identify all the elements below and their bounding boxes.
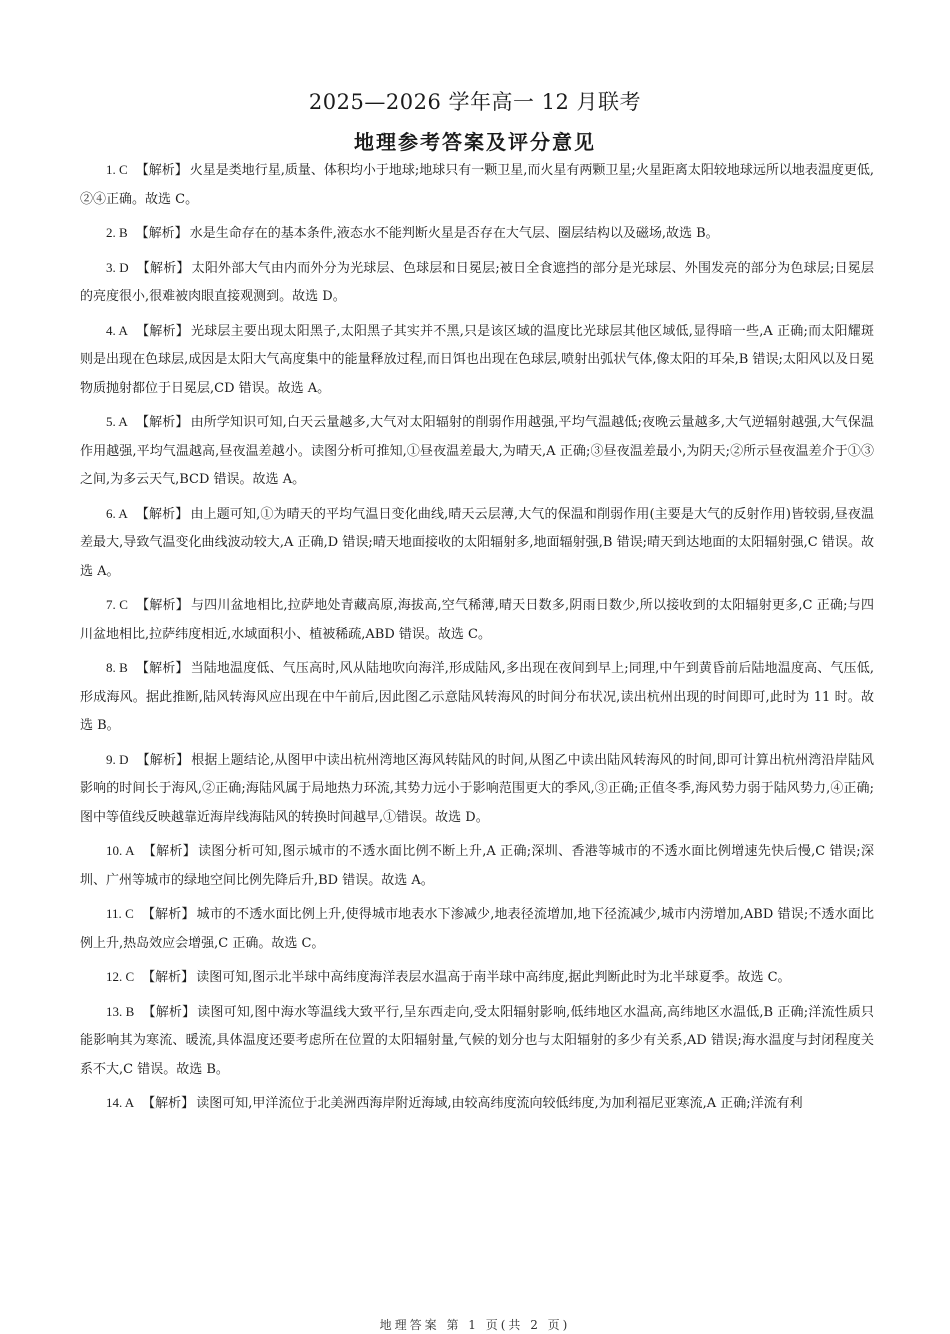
analysis-text: 光球层主要出现太阳黑子,太阳黑子其实并不黑,只是该区域的温度比光球层其他区域低,显得暗一些,A 正确;而太阳耀斑则是出现在色球层,成因是太阳大气高度集中的能量释放过程,而日饵也出现在色球层,喷射出弧状气体,像太阳的耳朵,B 错误;太阳风以及日冕物质抛射都位于日冕层,CD 错误。故选 A。 [80, 323, 874, 396]
answer-item [80, 746, 874, 833]
answer-number: 6. A [106, 505, 128, 521]
analysis-text: 根据上题结论,从图甲中读出杭州湾地区海风转陆风的时间,从图乙中读出陆风转海风的时间,即可计算出杭州湾沿岸陆风影响的时间长于海风,②正确;海陆风属于局地热力环流,其势力远小于影响范围更大的季风,③正确;正值冬季,海风势力弱于陆风势力,④正确;图中等值线反映越靠近海岸线海陆风的转换时间越早,①错误。故选 D。 [80, 752, 874, 825]
page-footer: 地理答案 第 1 页(共 2 页) [379, 1318, 571, 1332]
answer-item [80, 591, 874, 649]
answer-number: 13. B [106, 1003, 135, 1019]
analysis-text: 水是生命存在的基本条件,液态水不能判断火星是否存在大气层、圈层结构以及磁场,故选 B。 [189, 226, 719, 241]
answer-item [80, 219, 874, 249]
answer-number: 5. A [106, 414, 128, 429]
analysis-tag: 【解析】 [142, 970, 195, 985]
answer-item [80, 998, 874, 1085]
answer-number: 7. C [106, 597, 128, 612]
analysis-tag: 【解析】 [135, 506, 189, 522]
analysis-text: 读图可知,图中海水等温线大致平行,呈东西走向,受太阳辐射影响,低纬地区水温高,高纬地区水温低,B 正确;洋流性质只能影响其为寒流、暖流,具体温度还要考虑所在位置的太阳辐射量,气候的划分也与太阳辐射的多少有关系,AD 错误;海水温度与封闭程度关系不大,C 错误。故选 B。 [80, 1004, 874, 1077]
analysis-text: 太阳外部大气由内而外分为光球层、色球层和日冕层;被日全食遮挡的部分是光球层、外围发亮的部分为色球层;日冕层的亮度很小,很难被肉眼直接观测到。故选 D。 [80, 260, 874, 304]
answer-item [80, 156, 874, 214]
analysis-tag: 【解析】 [136, 260, 190, 276]
answer-number: 2. B [106, 225, 128, 240]
answer-item [80, 837, 874, 895]
answer-number: 9. D [106, 751, 129, 767]
answer-number: 3. D [106, 259, 129, 275]
exam-title: 2025—2026 学年高一 12 月联考 [308, 90, 642, 114]
analysis-tag: 【解析】 [136, 752, 190, 768]
answer-key-subtitle: 地理参考答案及评分意见 [354, 130, 596, 154]
answer-number: 12. C [106, 969, 135, 984]
answer-number: 10. A [106, 843, 135, 858]
answer-item [80, 500, 874, 587]
analysis-text: 城市的不透水面比例上升,使得城市地表水下渗减少,地表径流增加,地下径流减少,城市内涝增加,ABD 错误;不透水面比例上升,热岛效应会增强,C 正确。故选 C。 [80, 907, 874, 951]
answer-number: 8. B [106, 660, 128, 675]
answer-number: 14. A [106, 1095, 135, 1110]
analysis-tag: 【解析】 [135, 323, 189, 339]
analysis-tag: 【解析】 [142, 1004, 196, 1020]
analysis-tag: 【解析】 [135, 226, 188, 241]
answer-item [80, 408, 874, 495]
analysis-tag: 【解析】 [142, 844, 197, 859]
answer-number: 11. C [106, 906, 134, 921]
analysis-tag: 【解析】 [141, 907, 195, 922]
analysis-tag: 【解析】 [142, 1096, 195, 1111]
analysis-text: 读图分析可知,图示城市的不透水面比例不断上升,A 正确;深圳、香港等城市的不透水面比例增速先快后慢,C 错误;深圳、广州等城市的绿地空间比例先降后升,BD 错误。故选 A。 [80, 844, 874, 888]
answer-number: 1. C [106, 162, 128, 177]
answer-list [80, 156, 874, 1124]
analysis-text: 当陆地温度低、气压高时,风从陆地吹向海洋,形成陆风,多出现在夜间到早上;同理,中午到黄昏前后陆地温度高、气压低,形成海风。据此推断,陆风转海风应出现在中午前后,因此图乙示意陆风转海风的时间分布状况,读出杭州出现的时间即可,此时为 11 时。故选 B。 [80, 661, 874, 733]
answer-item [80, 963, 874, 993]
answer-item [80, 1089, 874, 1119]
analysis-tag: 【解析】 [135, 598, 189, 613]
answer-item [80, 317, 874, 404]
analysis-text: 读图可知,甲洋流位于北美洲西海岸附近海域,由较高纬度流向较低纬度,为加利福尼亚寒流,A 正确;洋流有利 [196, 1096, 803, 1111]
answer-number: 4. A [106, 322, 128, 338]
answer-item [80, 654, 874, 741]
analysis-text: 火星是类地行星,质量、体积均小于地球;地球只有一颗卫星,而火星有两颗卫星;火星距离太阳较地球远所以地表温度更低,②④正确。故选 C。 [80, 163, 874, 207]
answer-item [80, 254, 874, 312]
analysis-text: 读图可知,图示北半球中高纬度海洋表层水温高于南半球中高纬度,据此判断此时为北半球夏季。故选 C。 [196, 970, 791, 985]
analysis-tag: 【解析】 [135, 661, 189, 676]
analysis-text: 由所学知识可知,白天云量越多,大气对太阳辐射的削弱作用越强,平均气温越低;夜晚云量越多,大气逆辐射越强,大气保温作用越强,平均气温越高,昼夜温差越小。读图分析可推知,①昼夜温差最大,为晴天,A 正确;③昼夜温差最小,为阴天;②所示昼夜温差介于①③之间,为多云天气,BCD 错误。故选 A。 [80, 415, 874, 487]
analysis-tag: 【解析】 [135, 163, 188, 178]
analysis-tag: 【解析】 [135, 415, 189, 430]
analysis-text: 与四川盆地相比,拉萨地处青藏高原,海拔高,空气稀薄,晴天日数多,阴雨日数少,所以接收到的太阳辐射更多,C 正确;与四川盆地相比,拉萨纬度相近,水域面积小、植被稀疏,ABD 错误。故选 C。 [80, 598, 874, 642]
answer-item [80, 900, 874, 958]
analysis-text: 由上题可知,①为晴天的平均气温日变化曲线,晴天云层薄,大气的保温和削弱作用(主要是大气的反射作用)皆较弱,昼夜温差最大,导致气温变化曲线波动较大,A 正确,D 错误;晴天地面接收的太阳辐射多,地面辐射强,B 错误;晴天到达地面的太阳辐射强,C 错误。故选 A。 [80, 506, 874, 579]
